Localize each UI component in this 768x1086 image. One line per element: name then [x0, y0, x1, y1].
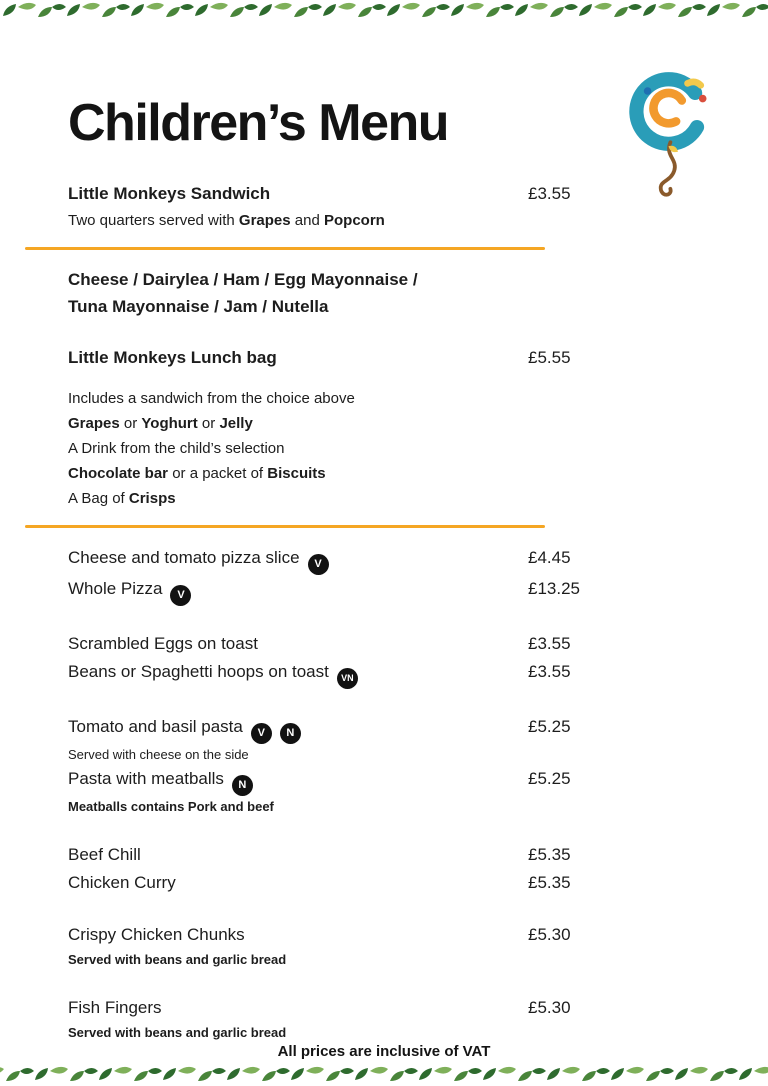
item-price: £3.55 — [528, 662, 571, 681]
item-main — [68, 630, 528, 658]
menu-text-line — [68, 486, 718, 511]
item-price: £5.35 — [528, 873, 571, 892]
section-divider — [25, 247, 545, 250]
menu-item — [68, 713, 718, 765]
menu-text-line — [68, 266, 718, 293]
menu-item — [68, 344, 718, 372]
item-name — [68, 841, 528, 869]
page-title: Children’s Menu — [68, 94, 449, 152]
diet-badge-n-icon: N — [232, 775, 253, 796]
description-segment: Served with cheese on the side — [68, 747, 249, 762]
item-main — [68, 180, 528, 233]
description-segment: Grapes — [238, 212, 291, 229]
item-main — [68, 344, 528, 372]
item-name-text: Little Monkeys Lunch bag — [68, 348, 277, 367]
item-name — [68, 544, 528, 575]
description-segment: Served with beans and garlic bread — [68, 1025, 287, 1040]
item-name — [68, 921, 528, 949]
item-description — [68, 208, 528, 233]
item-main — [68, 575, 528, 606]
text-segment: Cheese / Dairylea / Ham / Egg Mayonnaise / — [68, 270, 418, 289]
menu-text-block — [68, 266, 718, 320]
item-name — [68, 765, 528, 796]
item-name — [68, 713, 528, 744]
item-price: £5.30 — [528, 925, 571, 944]
menu-item — [68, 765, 718, 817]
menu-item — [68, 921, 718, 970]
text-segment: A Bag of — [68, 490, 129, 507]
item-name — [68, 658, 528, 689]
menu-text-line — [68, 293, 718, 320]
item-price: £5.30 — [528, 998, 571, 1017]
item-description — [68, 949, 528, 970]
item-main — [68, 921, 528, 970]
menu-item — [68, 658, 718, 689]
item-name-text: Chicken Curry — [68, 873, 176, 892]
menu-item — [68, 630, 718, 658]
item-main — [68, 765, 528, 817]
text-segment: Grapes — [68, 415, 120, 432]
item-name-text: Tomato and basil pasta — [68, 717, 243, 736]
item-name-text: Pasta with meatballs — [68, 769, 224, 788]
description-segment: Two quarters served with — [68, 212, 239, 229]
menu-text-block — [68, 386, 718, 511]
diet-badge-vn-icon: VN — [337, 668, 358, 689]
item-name-text: Beef Chill — [68, 845, 141, 864]
menu-item — [68, 841, 718, 869]
item-main — [68, 841, 528, 869]
item-main — [68, 994, 528, 1043]
description-segment: and — [290, 212, 324, 229]
text-segment: Chocolate bar — [68, 465, 169, 482]
diet-badge-v-icon: V — [308, 554, 329, 575]
menu-list — [68, 180, 718, 1043]
item-price: £3.55 — [528, 184, 571, 203]
item-name — [68, 180, 528, 208]
item-price: £5.35 — [528, 845, 571, 864]
leaf-border-bottom-icon — [0, 1064, 768, 1086]
description-segment: Served with beans and garlic bread — [68, 952, 287, 967]
item-main — [68, 869, 528, 897]
menu-item — [68, 869, 718, 897]
diet-badge-v-icon: V — [170, 585, 191, 606]
description-segment: Popcorn — [323, 212, 385, 229]
menu-item — [68, 575, 718, 606]
menu-text-line — [68, 461, 718, 486]
item-description — [68, 1022, 528, 1043]
item-price: £3.55 — [528, 634, 571, 653]
menu-text-line — [68, 436, 718, 461]
text-segment: A Drink from the child’s selection — [68, 440, 285, 457]
item-name — [68, 994, 528, 1022]
item-name-text: Cheese and tomato pizza slice — [68, 548, 300, 567]
description-segment: Meatballs contains Pork and beef — [68, 799, 274, 814]
item-name-text: Little Monkeys Sandwich — [68, 184, 271, 203]
item-description — [68, 796, 528, 817]
item-main — [68, 713, 528, 765]
diet-badge-n-icon: N — [280, 723, 301, 744]
item-price: £5.25 — [528, 717, 571, 736]
item-name-text: Whole Pizza — [68, 579, 163, 598]
text-segment: Includes a sandwich from the choice above — [68, 390, 355, 407]
item-name-text: Beans or Spaghetti hoops on toast — [68, 662, 329, 681]
item-name — [68, 630, 528, 658]
item-price: £5.55 — [528, 348, 571, 367]
text-segment: Crisps — [128, 490, 176, 507]
menu-text-line — [68, 386, 718, 411]
item-price: £4.45 — [528, 548, 571, 567]
text-segment: Tuna Mayonnaise / Jam / Nutella — [68, 297, 329, 316]
text-segment: or — [197, 415, 220, 432]
item-main — [68, 544, 528, 575]
item-main — [68, 658, 528, 689]
diet-badge-v-icon: V — [251, 723, 272, 744]
item-price: £5.25 — [528, 769, 571, 788]
text-segment: Jelly — [219, 415, 253, 432]
menu-item — [68, 544, 718, 575]
menu-item — [68, 994, 718, 1043]
item-name — [68, 869, 528, 897]
text-segment: Yoghurt — [141, 415, 198, 432]
item-name-text: Fish Fingers — [68, 998, 162, 1017]
vat-note: All prices are inclusive of VAT — [277, 1043, 491, 1060]
section-divider — [25, 525, 545, 528]
item-name — [68, 344, 528, 372]
text-segment: or a packet of — [168, 465, 268, 482]
item-description — [68, 744, 528, 765]
menu-text-line — [68, 411, 718, 436]
text-segment: or — [119, 415, 142, 432]
menu-item — [68, 180, 718, 233]
item-price: £13.25 — [528, 579, 580, 598]
item-name-text: Scrambled Eggs on toast — [68, 634, 258, 653]
item-name-text: Crispy Chicken Chunks — [68, 925, 245, 944]
item-name — [68, 575, 528, 606]
text-segment: Biscuits — [267, 465, 326, 482]
